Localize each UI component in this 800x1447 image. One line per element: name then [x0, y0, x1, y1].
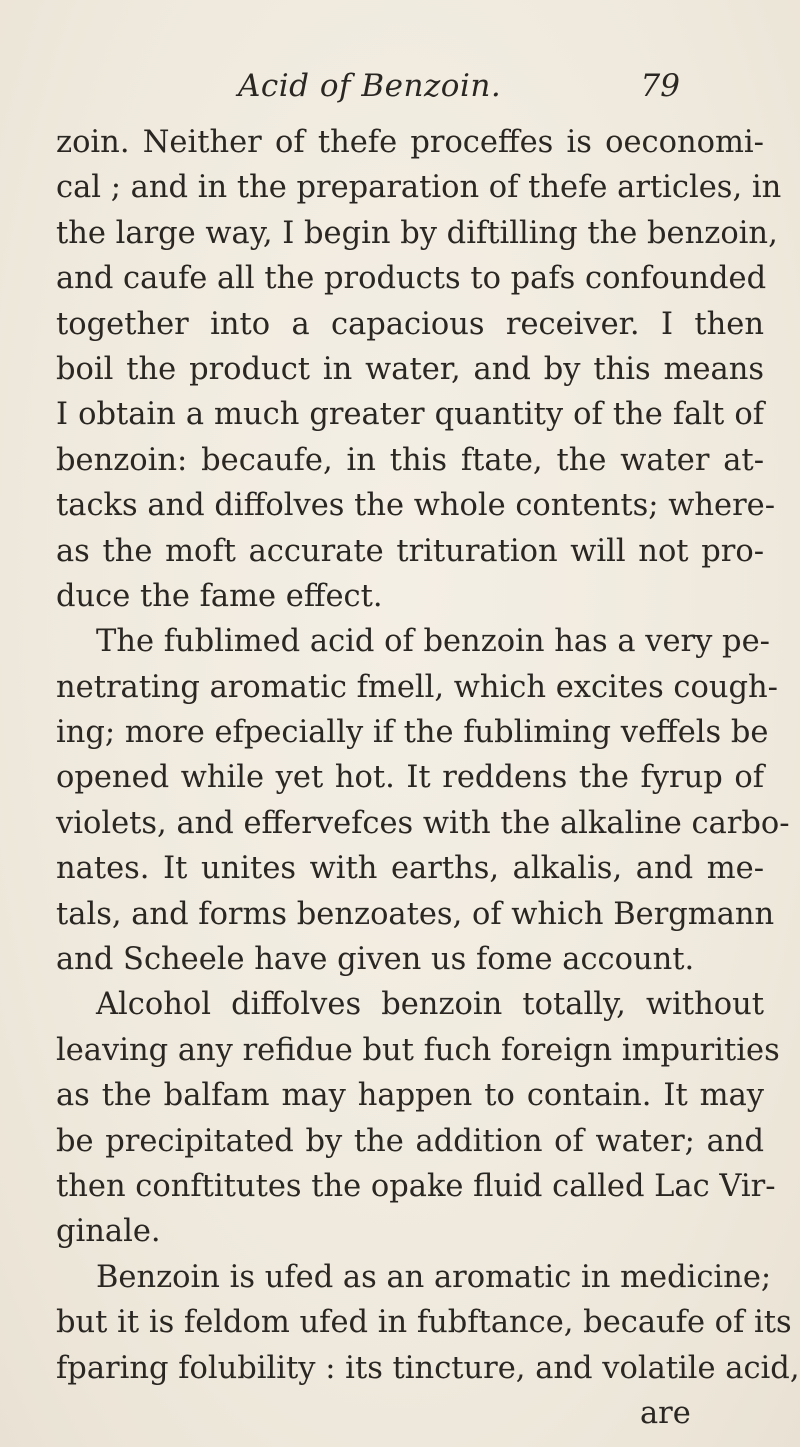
body-text — [56, 120, 800, 1436]
paragraph-2 — [56, 619, 790, 982]
paragraph-3 — [56, 982, 780, 1254]
text-line: netrating aromatic fmell, which excites cough- — [56, 669, 778, 705]
text-line: as the moft accurate trituration will not pro- — [56, 533, 764, 569]
text-line: but it is feldom ufed in fubftance, becaufe of its — [56, 1305, 792, 1341]
text-line: leaving any refidue but fuch foreign impurities — [56, 1032, 780, 1068]
text-line: tals, and forms benzoates, of which Bergmann — [56, 896, 775, 932]
text-line: nates. It unites with earths, alkalis, and me- — [56, 851, 764, 887]
text-line: then conftitutes the opake fluid called Lac Vir- — [56, 1168, 776, 1204]
catchword: are — [640, 1395, 691, 1431]
text-line: opened while yet hot. It reddens the fyrup of — [56, 760, 764, 796]
text-line: as the balfam may happen to contain. It may — [56, 1078, 764, 1114]
text-line: and caufe all the products to pafs confounded — [56, 261, 767, 297]
text-line: violets, and effervefces with the alkaline carbo- — [56, 805, 790, 841]
running-head — [0, 68, 800, 108]
text-line: fparing folubility : its tincture, and volatile acid, — [56, 1350, 800, 1386]
text-line: Benzoin is ufed as an aromatic in medicine; — [96, 1259, 772, 1295]
paragraph-1 — [56, 120, 782, 619]
text-line: zoin. Neither of thefe proceffes is oeconomi- — [56, 125, 764, 160]
text-line: benzoin: becaufe, in this ftate, the water at- — [56, 442, 764, 478]
text-line: together into a capacious receiver. I then — [56, 306, 764, 342]
running-title: Acid of Benzoin. — [238, 68, 502, 104]
text-line: duce the fame effect. — [56, 578, 383, 614]
text-line: The fublimed acid of benzoin has a very pe- — [96, 624, 770, 660]
text-line: Alcohol diffolves benzoin totally, without — [96, 987, 764, 1023]
page-number: 79 — [640, 68, 680, 104]
text-line: the large way, I begin by diftilling the benzoin, — [56, 215, 778, 251]
text-line: be precipitated by the addition of water; and — [56, 1123, 764, 1159]
paragraph-4 — [56, 1255, 800, 1391]
text-line: cal ; and in the preparation of thefe articles, in — [56, 170, 782, 206]
text-line: I obtain a much greater quantity of the falt of — [56, 397, 764, 433]
text-line: tacks and diffolves the whole contents; where- — [56, 488, 775, 524]
text-line: and Scheele have given us fome account. — [56, 942, 695, 978]
text-line: ing; more efpecially if the fubliming veffels be — [56, 715, 769, 751]
text-line: ginale. — [56, 1214, 161, 1250]
text-line: boil the product in water, and by this means — [56, 351, 764, 387]
